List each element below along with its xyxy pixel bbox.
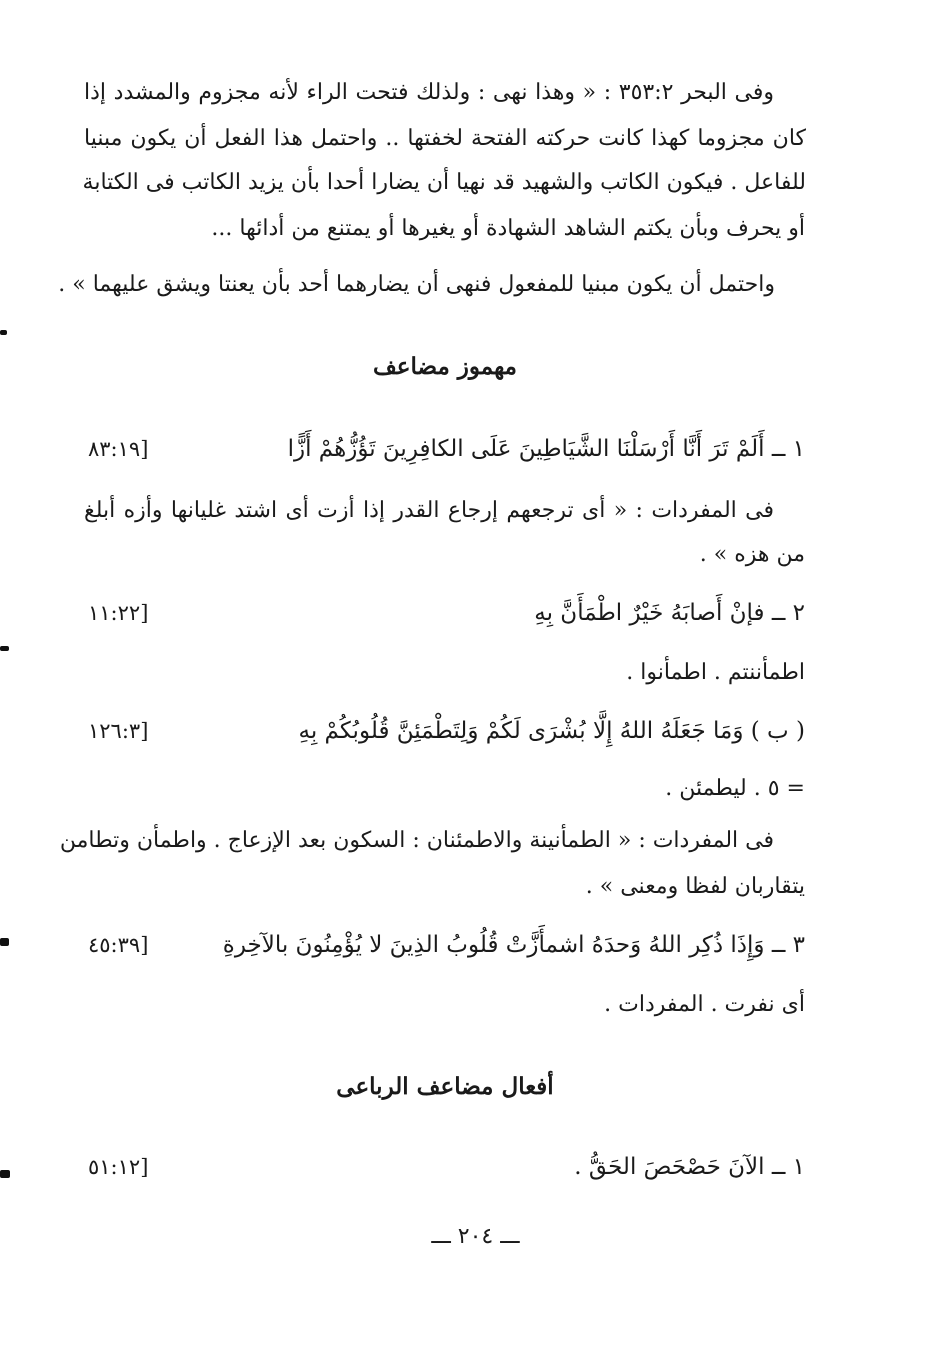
intro-line-3: للفاعل . فيكون الكاتب والشهيد قد نهيا أن يضارا أحدا بأن يزيد الكاتب فى الكتابة bbox=[82, 170, 806, 195]
verse-2-reference: [١١:٢٢ bbox=[88, 601, 149, 625]
intro-line-4: أو يحرف وبأن يكتم الشاهد الشهادة أو يغيرها أو يمتنع من أدائها ... bbox=[211, 216, 805, 241]
section-title-hamzated-doubled: مهموز مضاعف bbox=[372, 353, 518, 380]
verse-1-note-line-2: من هزه » . bbox=[699, 542, 805, 567]
verse-1-note-line-1: فى المفردات : « أى ترجعهم إرجاع القدر إذا أزت أى اشتد غليانها وأزه أبلغ bbox=[84, 498, 774, 523]
verse-1: ١ ــ أَلَمْ تَرَ أَنَّا أَرْسَلْنَا الشَّيَاطِينَ عَلَى الكافِرِينَ تَؤُزُّهُمْ أَزًّا bbox=[287, 436, 805, 462]
verse-2b-mufradat-line-2: يتقاربان لفظا ومعنى » . bbox=[585, 874, 805, 899]
intro-line-5: واحتمل أن يكون مبنيا للمفعول فنهى أن يضارهما أحد بأن يعنتا ويشق عليهما » . bbox=[58, 272, 775, 297]
scan-mark bbox=[0, 938, 9, 946]
verse-4-reference: [٥١:١٢ bbox=[88, 1155, 149, 1179]
scan-mark bbox=[0, 646, 9, 651]
verse-2b: ( ب ) وَمَا جَعَلَهُ اللهُ إِلَّا بُشْرَى لَكُمْ وَلِتَطْمَئِنَّ قُلُوبُكُمْ بِهِ bbox=[298, 718, 805, 744]
verse-2b-reference: [١٢٦:٣ bbox=[88, 719, 149, 743]
verse-1-reference: [٨٣:١٩ bbox=[88, 437, 149, 461]
verse-2: ٢ ــ فإنْ أَصابَهُ خَيْرٌ اطْمَأَنَّ بِهِ bbox=[534, 600, 805, 626]
scan-mark bbox=[0, 1170, 10, 1178]
verse-3-note: أى نفرت . المفردات . bbox=[604, 992, 805, 1017]
page-number: ـــ ٢٠٤ ـــ bbox=[431, 1224, 520, 1249]
intro-line-1: وفى البحر ٣٥٣:٢ : « وهذا نهى : ولذلك فتحت الراء لأنه مجزوم والمشدد إذا bbox=[84, 80, 774, 105]
verse-4: ١ ــ الآنَ حَصْحَصَ الحَقُّ . bbox=[574, 1154, 805, 1180]
verse-2b-mufradat-line-1: فى المفردات : « الطمأنينة والاطمئنان : السكون بعد الإزعاج . واطمأن وتطامن bbox=[59, 828, 774, 853]
section-title-quadriliteral-doubled: أفعال مضاعف الرباعى bbox=[336, 1073, 554, 1100]
scan-mark bbox=[0, 330, 7, 335]
intro-line-2: كان مجزوما كهذا كانت حركته الفتحة لخفتها .. واحتمل هذا الفعل أن يكون مبنيا bbox=[84, 126, 806, 151]
verse-3: ٣ ــ وَإِذَا ذُكِر اللهُ وَحدَهُ اشمأَزَّتْ قُلُوبُ الذِينَ لا يُؤْمِنُونَ بالآخِرةِ bbox=[222, 932, 805, 958]
verse-2-note: اطمأننتم . اطمأنوا . bbox=[626, 660, 805, 685]
verse-3-reference: [٤٥:٣٩ bbox=[88, 933, 149, 957]
verse-2b-note: = ٥ . ليطمئن . bbox=[665, 776, 805, 801]
